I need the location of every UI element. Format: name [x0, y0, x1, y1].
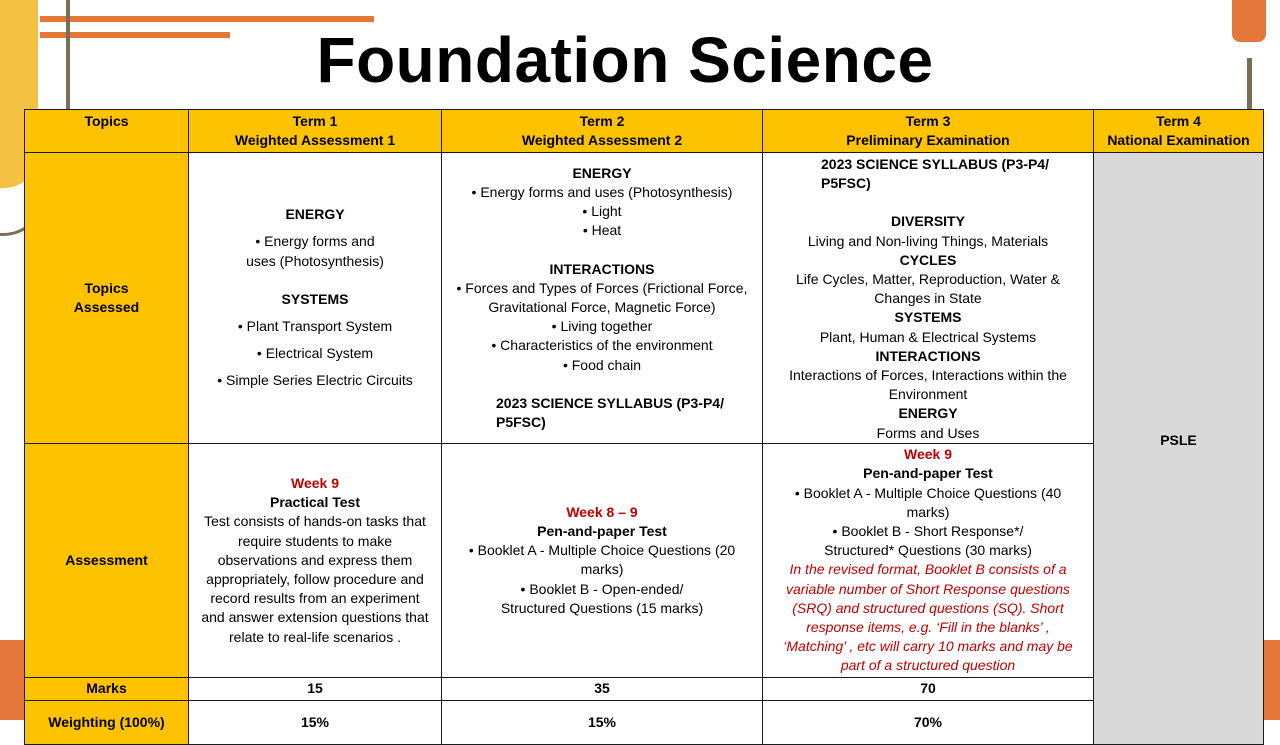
row-header-assessment: Assessment	[25, 443, 189, 677]
row-header-weighting: Weighting (100%)	[25, 700, 189, 744]
term2-syllabus-label: 2023 SCIENCE SYLLABUS (P3-P4/ P5FSC)	[496, 394, 724, 430]
term3-assessment: Week 9 Pen-and-paper Test • Booklet A - Multiple Choice Questions (40 marks) • Booklet B - Short Response*/ Structured* Questions (30 marks) In the revised format, Booklet B consists of a variable number of Short Response questions (SRQ) and structured questions (SQ). Short response items, e.g. ‘Fill in the blanks’ , ‘Matching’ , etc will carry 10 marks and may be part of a structured question	[763, 443, 1094, 677]
syllabus-table	[24, 109, 1264, 745]
weighting-row	[25, 700, 1264, 744]
header-term3: Term 3 Preliminary Examination	[763, 110, 1094, 153]
marks-row	[25, 677, 1264, 700]
row-header-topics-assessed: Topics Assessed	[25, 153, 189, 444]
term2-topics: ENERGY • Energy forms and uses (Photosynthesis) • Light • Heat INTERACTIONS • Forces and Types of Forces (Frictional Force, Gravitational Force, Magnetic Force) • Living together • Characteristics of the environment • Food chain 2023 SCIENCE SYLLABUS (P3-P4/ P5FSC)	[442, 153, 763, 444]
term1-weighting: 15%	[189, 700, 442, 744]
term1-topics: ENERGY • Energy forms and uses (Photosynthesis) SYSTEMS • Plant Transport System • Electrical System • Simple Series Electric Circuits	[189, 153, 442, 444]
decorative-orange-block	[1262, 640, 1280, 720]
decorative-orange-block	[0, 640, 26, 720]
header-term4: Term 4 National Examination	[1094, 110, 1264, 153]
topics-assessed-row	[25, 153, 1264, 444]
header-row	[25, 110, 1264, 153]
term4-psle-cell: PSLE	[1094, 153, 1264, 745]
term2-assessment: Week 8 – 9 Pen-and-paper Test • Booklet A - Multiple Choice Questions (20 marks) • Booklet B - Open-ended/ Structured Questions (15 marks)	[442, 443, 763, 677]
term3-topics: 2023 SCIENCE SYLLABUS (P3-P4/ P5FSC) DIVERSITY Living and Non-living Things, Materials CYCLES Life Cycles, Matter, Reproduction, Water & Changes in State SYSTEMS Plant, Human & Electrical Systems INTERACTIONS Interactions of Forces, Interactions within the Environment ENERGY Forms and Uses	[763, 153, 1094, 444]
term3-marks: 70	[763, 677, 1094, 700]
row-header-marks: Marks	[25, 677, 189, 700]
term3-syllabus-label: 2023 SCIENCE SYLLABUS (P3-P4/ P5FSC)	[821, 156, 1049, 192]
page-title: Foundation Science	[316, 24, 934, 96]
header-topics: Topics	[25, 110, 189, 153]
assessment-row	[25, 443, 1264, 677]
term1-marks: 15	[189, 677, 442, 700]
term1-assessment: Week 9 Practical Test Test consists of hands-on tasks that require students to make observations and express them appropriately, follow procedure and record results from an experiment and answer extension questions that relate to real-life scenarios .	[189, 443, 442, 677]
term2-weighting: 15%	[442, 700, 763, 744]
header-term1: Term 1 Weighted Assessment 1	[189, 110, 442, 153]
header-term2: Term 2 Weighted Assessment 2	[442, 110, 763, 153]
term2-marks: 35	[442, 677, 763, 700]
term3-weighting: 70%	[763, 700, 1094, 744]
